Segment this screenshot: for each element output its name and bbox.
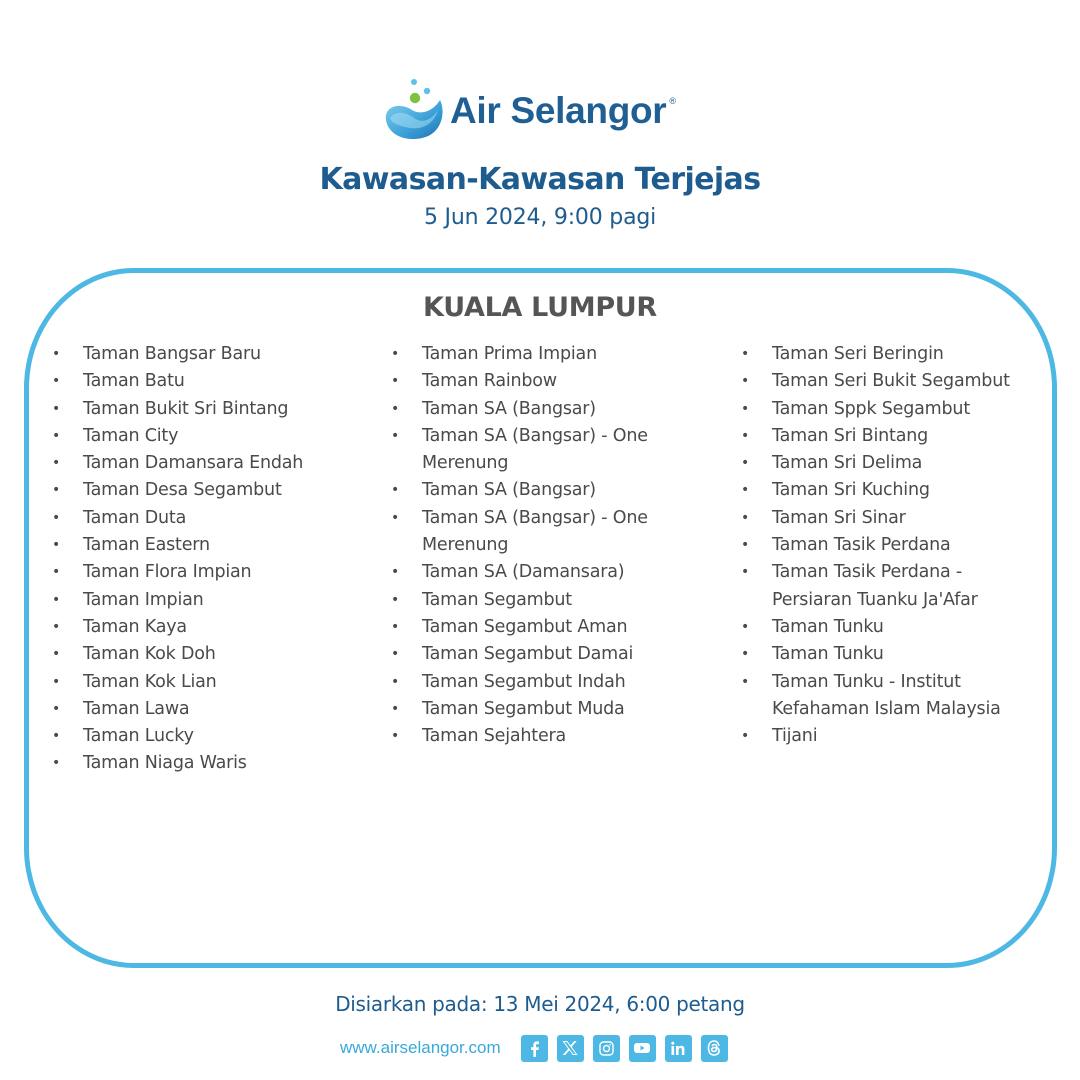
- linkedin-icon[interactable]: [665, 1035, 692, 1062]
- list-item: • Taman Sejahtera: [391, 723, 691, 750]
- list-item: • Taman City: [52, 423, 372, 450]
- x-twitter-icon[interactable]: [557, 1035, 584, 1062]
- list-item: • Taman SA (Bangsar): [391, 477, 691, 504]
- list-item: • Taman Lawa: [52, 696, 372, 723]
- list-item: • Taman Sri Sinar: [741, 505, 1041, 532]
- list-item: • Taman Sppk Segambut: [741, 396, 1041, 423]
- list-item: • Taman Seri Beringin: [741, 341, 1041, 368]
- list-item: • Taman SA (Bangsar) - One Merenung: [391, 423, 691, 478]
- area-list-column-1: [52, 341, 372, 778]
- list-item: • Taman Segambut Muda: [391, 696, 691, 723]
- list-item: • Taman SA (Bangsar): [391, 396, 691, 423]
- list-item: • Taman Rainbow: [391, 368, 691, 395]
- area-list-column-3: [741, 341, 1041, 750]
- list-item: • Taman Sri Bintang: [741, 423, 1041, 450]
- list-item: • Taman Segambut Damai: [391, 641, 691, 668]
- list-item: • Taman Seri Bukit Segambut: [741, 368, 1041, 395]
- list-item: • Taman Tasik Perdana: [741, 532, 1041, 559]
- water-drop-logo-icon: [382, 76, 448, 142]
- region-heading: KUALA LUMPUR: [423, 292, 657, 323]
- list-item: • Taman Duta: [52, 505, 372, 532]
- list-item: • Taman Desa Segambut: [52, 477, 372, 504]
- instagram-icon[interactable]: [593, 1035, 620, 1062]
- registered-mark: ®: [669, 96, 677, 106]
- list-item: • Taman Prima Impian: [391, 341, 691, 368]
- list-item: • Taman Segambut Aman: [391, 614, 691, 641]
- list-item: • Taman Tunku - Institut Kefahaman Islam Malaysia: [741, 669, 1041, 724]
- facebook-icon[interactable]: [521, 1035, 548, 1062]
- area-list-column-2: [391, 341, 691, 750]
- list-item: • Taman Kok Doh: [52, 641, 372, 668]
- list-item: • Taman Tunku: [741, 641, 1041, 668]
- website-link[interactable]: www.airselangor.com: [340, 1038, 501, 1057]
- list-item: • Taman Eastern: [52, 532, 372, 559]
- list-item: • Taman Flora Impian: [52, 559, 372, 586]
- list-item: • Taman Niaga Waris: [52, 750, 372, 777]
- list-item: • Taman SA (Damansara): [391, 559, 691, 586]
- posted-timestamp: Disiarkan pada: 13 Mei 2024, 6:00 petang: [335, 992, 745, 1016]
- list-item: • Taman Lucky: [52, 723, 372, 750]
- page-datetime: 5 Jun 2024, 9:00 pagi: [423, 205, 657, 230]
- page-title: Kawasan-Kawasan Terjejas: [319, 162, 761, 197]
- list-item: • Taman Tasik Perdana - Persiaran Tuanku Ja'Afar: [741, 559, 1041, 614]
- list-item: • Taman Kaya: [52, 614, 372, 641]
- list-item: • Taman SA (Bangsar) - One Merenung: [391, 505, 691, 560]
- footer-bar: [340, 1034, 728, 1062]
- list-item: • Taman Kok Lian: [52, 669, 372, 696]
- list-item: • Taman Segambut Indah: [391, 669, 691, 696]
- list-item: • Taman Bukit Sri Bintang: [52, 396, 372, 423]
- social-links: [521, 1035, 728, 1062]
- list-item: • Taman Sri Delima: [741, 450, 1041, 477]
- list-item: • Taman Batu: [52, 368, 372, 395]
- threads-icon[interactable]: [701, 1035, 728, 1062]
- list-item: • Tijani: [741, 723, 1041, 750]
- list-item: • Taman Tunku: [741, 614, 1041, 641]
- air-selangor-logo: [382, 76, 676, 142]
- youtube-icon[interactable]: [629, 1035, 656, 1062]
- list-item: • Taman Damansara Endah: [52, 450, 372, 477]
- list-item: • Taman Segambut: [391, 587, 691, 614]
- brand-name: Air Selangor: [450, 90, 667, 131]
- list-item: • Taman Bangsar Baru: [52, 341, 372, 368]
- list-item: • Taman Impian: [52, 587, 372, 614]
- list-item: • Taman Sri Kuching: [741, 477, 1041, 504]
